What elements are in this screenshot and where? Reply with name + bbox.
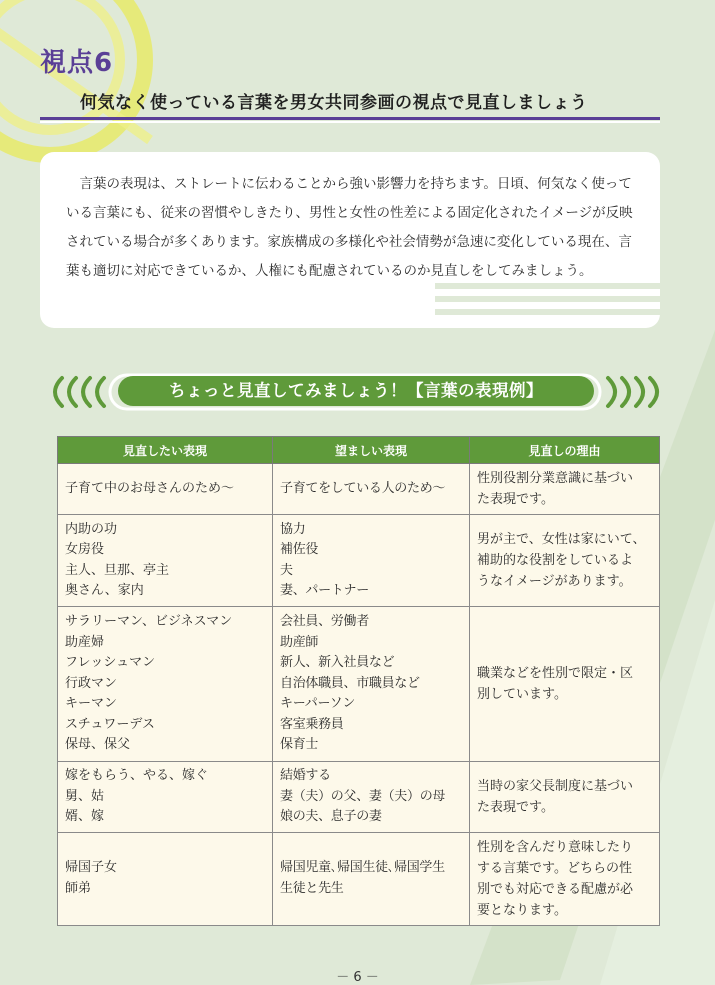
cell-preferred	[273, 515, 470, 607]
cell-line: 嫁をもらう、やる、嫁ぐ	[65, 768, 209, 783]
table-header-row	[58, 437, 660, 464]
cell-line: 奥さん、家内	[65, 583, 144, 598]
heading-underline-highlight	[40, 121, 660, 123]
intro-line: 言葉の表現は、ストレートに伝わることから強い影響力を持ちます。日頃、何気	[79, 176, 565, 192]
decor-stripe	[435, 296, 660, 302]
cell-line: 職業などを性別で限定・区	[477, 666, 634, 681]
decor-stripe	[435, 283, 660, 289]
cell-reason	[470, 832, 660, 925]
cell-line: キーマン	[65, 696, 118, 712]
cell-line: スチュワーデス	[65, 716, 155, 732]
cell-line: 会社員、労働者	[280, 614, 369, 630]
cell-line: 助産師	[280, 634, 319, 650]
header-reason: 見直しの理由	[470, 437, 660, 464]
page-number: － 6 －	[336, 970, 379, 985]
cell-line: 新人、新入社員など	[280, 655, 395, 671]
cell-line: 結婚する	[280, 768, 331, 783]
decor-stripe	[435, 309, 660, 315]
cell-line: た表現です。	[477, 492, 554, 507]
cell-line: 補佐役	[280, 542, 319, 557]
intro-line: 勢が急速に変化している現在、言葉も適切に対応できているか、人権にも配慮され	[66, 234, 632, 279]
cell-line: 客室乗務員	[280, 716, 344, 732]
cell-line: 子育て中のお母さんのため〜	[65, 480, 235, 496]
cell-line: 当時の家父長制度に基づい	[477, 778, 634, 794]
cell-line: 妻（夫）の父、妻（夫）の母	[280, 788, 446, 804]
cell-line: 別しています。	[477, 687, 567, 702]
cell-line: 帰国子女	[65, 860, 118, 875]
cell-line: 保育士	[280, 737, 319, 753]
cell-reason	[470, 607, 660, 762]
cell-reason	[470, 464, 660, 515]
cell-line: 帰国児童､帰国生徒､帰国学生	[280, 860, 445, 875]
cell-line: 舅、姑	[65, 788, 105, 804]
intro-line: なく使っている言葉にも、従来の習慣やしきたり、男性と女性の性差による固定化	[66, 176, 632, 221]
cell-expression	[58, 762, 273, 833]
cell-preferred	[273, 607, 470, 762]
cell-line: サラリーマン、ビジネスマン	[65, 614, 233, 630]
intro-paragraph	[66, 170, 636, 286]
cell-preferred	[273, 832, 470, 925]
heading-underline	[40, 117, 660, 120]
cell-line: 妻、パートナー	[280, 583, 369, 598]
cell-line: 男が主で、女性は家にいて、	[477, 532, 646, 547]
cell-reason	[470, 762, 660, 833]
intro-line: ているのか見直しをしてみましょう。	[363, 263, 593, 279]
intro-line: されたイメージが反映されている場合が多くあります。家族構成の多様化や社会情	[66, 205, 633, 250]
examples-banner: ちょっと見直してみましょう！【言葉の表現例】	[118, 376, 594, 406]
header-preferred-expression: 望ましい表現	[273, 437, 470, 464]
cell-line: 師弟	[65, 880, 92, 896]
cell-line: キーパーソン	[280, 696, 356, 712]
cell-line: 婿、嫁	[65, 809, 105, 824]
section-number: 視点6	[40, 48, 114, 78]
cell-line: 娘の夫、息子の妻	[280, 809, 382, 824]
cell-line: 生徒と先生	[280, 880, 344, 896]
cell-expression	[58, 607, 273, 762]
table-row	[58, 607, 660, 762]
cell-preferred	[273, 464, 470, 515]
cell-line: うなイメージがあります。	[477, 574, 632, 589]
cell-line: 夫	[280, 562, 293, 578]
expression-examples-table	[57, 436, 660, 926]
cell-line: 性別を含んだり意味したり	[477, 839, 634, 855]
cell-reason	[470, 515, 660, 607]
cell-line: 助産婦	[65, 634, 105, 650]
cell-expression	[58, 464, 273, 515]
cell-line: 行政マン	[65, 675, 118, 691]
cell-line: 保母、保父	[65, 737, 131, 753]
cell-line: 女房役	[65, 542, 105, 557]
cell-line: 別でも対応できる配慮が必	[477, 881, 634, 897]
cell-expression	[58, 515, 273, 607]
section-title: 何気なく使っている言葉を男女共同参画の視点で見直しましょう	[80, 93, 588, 113]
cell-line: する言葉です。どちらの性	[477, 860, 632, 876]
cell-line: 子育てをしている人のため〜	[280, 480, 446, 496]
cell-line: フレッシュマン	[65, 655, 156, 671]
cell-line: 補助的な役割をしているよ	[477, 553, 634, 568]
cell-line: 内助の功	[65, 521, 118, 537]
table-row	[58, 832, 660, 925]
cell-line: 自治体職員、市職員など	[280, 675, 420, 691]
cell-expression	[58, 832, 273, 925]
cell-line: 要となります。	[477, 902, 567, 918]
cell-line: 協力	[280, 521, 306, 537]
cell-preferred	[273, 762, 470, 833]
header-expression-to-review: 見直したい表現	[58, 437, 273, 464]
table-row	[58, 515, 660, 607]
table-row	[58, 464, 660, 515]
cell-line: た表現です。	[477, 799, 554, 815]
cell-line: 性別役割分業意識に基づい	[477, 471, 634, 486]
cell-line: 主人、旦那、亭主	[65, 562, 170, 578]
table-row	[58, 762, 660, 833]
